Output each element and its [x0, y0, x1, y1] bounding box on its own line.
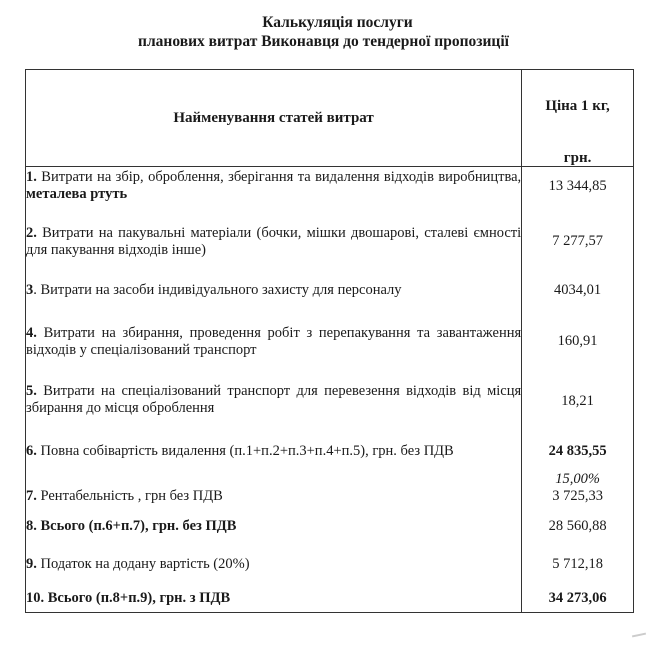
row-value: 160,91	[522, 311, 634, 373]
column-header-price	[522, 70, 634, 167]
row-name: 1. Витрати на збір, оброблення, зберігання та видалення відходів виробництва, металева ртуть	[26, 167, 522, 213]
row-name: 8. Всього (п.6+п.7), грн. без ПДВ	[26, 509, 522, 545]
row-name: 7. Рентабельність , грн без ПДВ	[26, 465, 522, 509]
row-name: 3. Витрати на засоби індивідуального захисту для персоналу	[26, 271, 522, 311]
profitability-percent: 15,00%	[555, 470, 600, 487]
pen-mark	[632, 633, 646, 638]
row-name: 5. Витрати на спеціалізований транспорт для перевезення відходів від місця збирання до місця оброблення	[26, 373, 522, 439]
table-row	[26, 545, 634, 585]
table-row	[26, 373, 634, 439]
price-header-line1: Ціна 1 кг,	[545, 98, 610, 114]
row-name: 10. Всього (п.8+п.9), грн. з ПДВ	[26, 585, 522, 613]
profitability-amount: 3 725,33	[552, 487, 603, 504]
table-row	[26, 167, 634, 213]
row-value	[522, 465, 634, 509]
row-name: 4. Витрати на збирання, проведення робіт з перепакування та завантаження відходів у спеціалізований транспорт	[26, 311, 522, 373]
row-value: 18,21	[522, 373, 634, 439]
table-row	[26, 509, 634, 545]
table-row	[26, 213, 634, 271]
document-title-line1: Калькуляція послуги	[262, 14, 413, 31]
document-title-line2: планових витрат Виконавця до тендерної пропозиції	[138, 33, 509, 50]
row-name: 6. Повна собівартість видалення (п.1+п.2+п.3+п.4+п.5), грн. без ПДВ	[26, 439, 522, 465]
row-value: 28 560,88	[522, 509, 634, 545]
table-row	[26, 271, 634, 311]
row-value: 34 273,06	[522, 585, 634, 613]
row-value: 13 344,85	[522, 167, 634, 213]
row-value: 7 277,57	[522, 213, 634, 271]
price-header-line2: грн.	[563, 150, 592, 166]
table-row	[26, 465, 634, 509]
row-value: 5 712,18	[522, 545, 634, 585]
table-row	[26, 439, 634, 465]
row-value: 24 835,55	[522, 439, 634, 465]
table-header-row	[26, 70, 634, 167]
cost-calculation-table	[25, 69, 634, 613]
row-value: 4034,01	[522, 271, 634, 311]
table-row	[26, 585, 634, 613]
row-name: 2. Витрати на пакувальні матеріали (бочки, мішки двошарові, сталеві ємності для пакування відходів інше)	[26, 213, 522, 271]
row-name: 9. Податок на додану вартість (20%)	[26, 545, 522, 585]
column-header-name: Найменування статей витрат	[26, 70, 522, 167]
table-row	[26, 311, 634, 373]
